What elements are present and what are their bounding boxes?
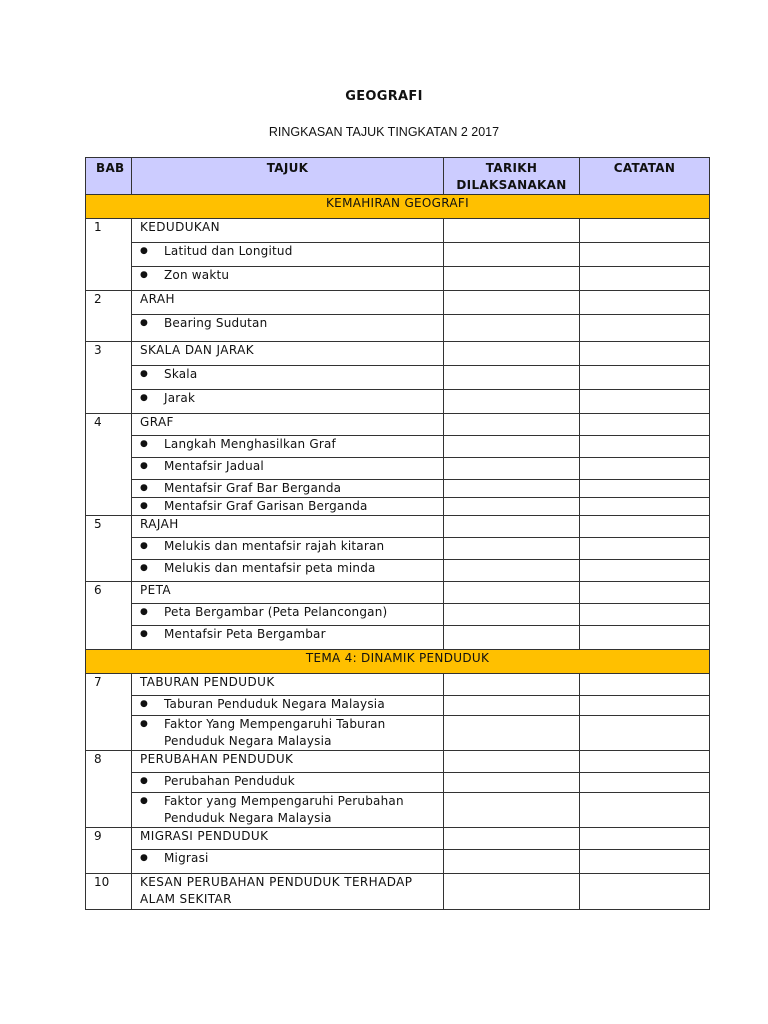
column-header-tarikh-line2: DILAKSANAKAN: [456, 178, 567, 192]
chapter-number: 1: [86, 219, 132, 291]
catatan-cell[interactable]: [580, 793, 710, 828]
tarikh-cell[interactable]: [444, 366, 580, 390]
topic-row: [86, 390, 710, 414]
topic-row: [86, 773, 710, 793]
tarikh-cell[interactable]: [444, 498, 580, 516]
bullet-icon: ●: [140, 483, 149, 493]
tarikh-cell[interactable]: [444, 696, 580, 716]
chapter-title: KEDUDUKAN: [132, 219, 444, 243]
catatan-cell[interactable]: [580, 874, 710, 910]
syllabus-table: [85, 157, 710, 910]
catatan-cell[interactable]: [580, 560, 710, 582]
chapter-number: 5: [86, 516, 132, 582]
topic-text: Peta Bergambar (Peta Pelancongan): [164, 605, 388, 619]
bullet-icon: ●: [140, 629, 149, 639]
catatan-cell[interactable]: [580, 674, 710, 696]
topic-text: Mentafsir Jadual: [164, 459, 264, 473]
bullet-icon: ●: [140, 796, 149, 806]
topic-text: Bearing Sudutan: [164, 316, 268, 330]
chapter-row: [86, 828, 710, 850]
topic-row: [86, 538, 710, 560]
topic-cell: [132, 773, 444, 793]
catatan-cell[interactable]: [580, 315, 710, 342]
catatan-cell[interactable]: [580, 516, 710, 538]
tarikh-cell[interactable]: [444, 751, 580, 773]
tarikh-cell[interactable]: [444, 793, 580, 828]
chapter-title: PERUBAHAN PENDUDUK: [132, 751, 444, 773]
topic-text: Skala: [164, 367, 198, 381]
catatan-cell[interactable]: [580, 458, 710, 480]
tarikh-cell[interactable]: [444, 828, 580, 850]
topic-cell: [132, 626, 444, 650]
tarikh-cell[interactable]: [444, 315, 580, 342]
catatan-cell[interactable]: [580, 436, 710, 458]
topic-row: [86, 243, 710, 267]
topic-cell: [132, 716, 444, 751]
bullet-icon: ●: [140, 318, 149, 328]
topic-cell: [132, 458, 444, 480]
bullet-icon: ●: [140, 393, 149, 403]
tarikh-cell[interactable]: [444, 850, 580, 874]
bullet-icon: ●: [140, 246, 149, 256]
bullet-icon: ●: [140, 461, 149, 471]
topic-text: Langkah Menghasilkan Graf: [164, 437, 336, 451]
catatan-cell[interactable]: [580, 414, 710, 436]
chapter-row: [86, 674, 710, 696]
topic-row: [86, 315, 710, 342]
catatan-cell[interactable]: [580, 716, 710, 751]
tarikh-cell[interactable]: [444, 458, 580, 480]
topic-row: [86, 267, 710, 291]
tarikh-cell[interactable]: [444, 390, 580, 414]
topic-text: Perubahan Penduduk: [164, 774, 295, 788]
topic-row: [86, 480, 710, 498]
tarikh-cell[interactable]: [444, 436, 580, 458]
chapter-title: TABURAN PENDUDUK: [132, 674, 444, 696]
topic-cell: [132, 315, 444, 342]
topic-text: Faktor yang Mempengaruhi Perubahan Penduduk Negara Malaysia: [164, 794, 404, 825]
topic-cell: [132, 793, 444, 828]
chapter-row: [86, 582, 710, 604]
topic-row: [86, 366, 710, 390]
table-header-row: [86, 158, 710, 195]
topic-text: Zon waktu: [164, 268, 230, 282]
topic-text: Jarak: [164, 391, 196, 405]
catatan-cell[interactable]: [580, 267, 710, 291]
chapter-number: 3: [86, 342, 132, 414]
catatan-cell[interactable]: [580, 390, 710, 414]
topic-cell: [132, 696, 444, 716]
chapter-row: [86, 342, 710, 366]
topic-cell: [132, 366, 444, 390]
topic-text: Taburan Penduduk Negara Malaysia: [164, 697, 385, 711]
bullet-icon: ●: [140, 607, 149, 617]
topic-cell: [132, 604, 444, 626]
catatan-cell[interactable]: [580, 366, 710, 390]
bullet-icon: ●: [140, 776, 149, 786]
chapter-row: [86, 751, 710, 773]
tarikh-cell[interactable]: [444, 291, 580, 315]
tarikh-cell[interactable]: [444, 560, 580, 582]
chapter-title: ARAH: [132, 291, 444, 315]
chapter-number: 10: [86, 874, 132, 910]
catatan-cell[interactable]: [580, 291, 710, 315]
tarikh-cell[interactable]: [444, 582, 580, 604]
topic-text: Faktor Yang Mempengaruhi Taburan Penduduk Negara Malaysia: [164, 717, 386, 748]
topic-text: Mentafsir Graf Bar Berganda: [164, 481, 342, 495]
tarikh-cell[interactable]: [444, 716, 580, 751]
catatan-cell[interactable]: [580, 696, 710, 716]
tarikh-cell[interactable]: [444, 267, 580, 291]
catatan-cell[interactable]: [580, 243, 710, 267]
column-header-tarikh: [444, 158, 580, 195]
topic-row: [86, 498, 710, 516]
document-subtitle: RINGKASAN TAJUK TINGKATAN 2 2017: [268, 125, 500, 139]
chapter-title: PETA: [132, 582, 444, 604]
catatan-cell[interactable]: [580, 582, 710, 604]
section-row: [86, 195, 710, 219]
bullet-icon: ●: [140, 369, 149, 379]
chapter-number: 9: [86, 828, 132, 874]
topic-text: Melukis dan mentafsir rajah kitaran: [164, 539, 385, 553]
catatan-cell[interactable]: [580, 604, 710, 626]
bullet-icon: ●: [140, 563, 149, 573]
chapter-number: 6: [86, 582, 132, 650]
tarikh-cell[interactable]: [444, 414, 580, 436]
topic-text: Mentafsir Peta Bergambar: [164, 627, 326, 641]
topic-text: Migrasi: [164, 851, 209, 865]
section-title: TEMA 4: DINAMIK PENDUDUK: [86, 650, 710, 674]
bullet-icon: ●: [140, 501, 149, 511]
catatan-cell[interactable]: [580, 538, 710, 560]
document-title: GEOGRAFI: [345, 89, 423, 104]
tarikh-cell[interactable]: [444, 516, 580, 538]
tarikh-cell[interactable]: [444, 243, 580, 267]
bullet-icon: ●: [140, 719, 149, 729]
catatan-cell[interactable]: [580, 219, 710, 243]
tarikh-cell[interactable]: [444, 773, 580, 793]
chapter-row: [86, 874, 710, 910]
column-header-catatan: CATATAN: [580, 158, 710, 195]
tarikh-cell[interactable]: [444, 538, 580, 560]
section-title: KEMAHIRAN GEOGRAFI: [86, 195, 710, 219]
tarikh-cell[interactable]: [444, 874, 580, 910]
topic-text: Mentafsir Graf Garisan Berganda: [164, 499, 368, 513]
tarikh-cell[interactable]: [444, 480, 580, 498]
topic-cell: [132, 243, 444, 267]
tarikh-cell[interactable]: [444, 342, 580, 366]
chapter-title: RAJAH: [132, 516, 444, 538]
chapter-row: [86, 291, 710, 315]
topic-row: [86, 850, 710, 874]
bullet-icon: ●: [140, 270, 149, 280]
topic-cell: [132, 850, 444, 874]
topic-row: [86, 604, 710, 626]
topic-row: [86, 696, 710, 716]
bullet-icon: ●: [140, 439, 149, 449]
tarikh-cell[interactable]: [444, 219, 580, 243]
tarikh-cell[interactable]: [444, 626, 580, 650]
chapter-number: 2: [86, 291, 132, 342]
chapter-title: GRAF: [132, 414, 444, 436]
topic-cell: [132, 538, 444, 560]
catatan-cell[interactable]: [580, 773, 710, 793]
chapter-row: [86, 516, 710, 538]
topic-text: Latitud dan Longitud: [164, 244, 293, 258]
tarikh-cell[interactable]: [444, 604, 580, 626]
section-row: [86, 650, 710, 674]
column-header-bab: BAB: [86, 158, 132, 195]
topic-text: Melukis dan mentafsir peta minda: [164, 561, 376, 575]
chapter-number: 4: [86, 414, 132, 516]
catatan-cell[interactable]: [580, 498, 710, 516]
column-header-tajuk: TAJUK: [132, 158, 444, 195]
catatan-cell[interactable]: [580, 626, 710, 650]
bullet-icon: ●: [140, 699, 149, 709]
catatan-cell[interactable]: [580, 480, 710, 498]
chapter-row: [86, 219, 710, 243]
chapter-title: SKALA DAN JARAK: [132, 342, 444, 366]
topic-cell: [132, 390, 444, 414]
chapter-row: [86, 414, 710, 436]
topic-row: [86, 458, 710, 480]
column-header-tarikh-line1: TARIKH: [485, 161, 538, 175]
topic-cell: [132, 436, 444, 458]
bullet-icon: ●: [140, 853, 149, 863]
topic-row: [86, 793, 710, 828]
tarikh-cell[interactable]: [444, 674, 580, 696]
catatan-cell[interactable]: [580, 828, 710, 850]
topic-cell: [132, 560, 444, 582]
chapter-title: KESAN PERUBAHAN PENDUDUK TERHADAP ALAM SEKITAR: [132, 874, 444, 910]
topic-cell: [132, 498, 444, 516]
topic-row: [86, 436, 710, 458]
topic-cell: [132, 267, 444, 291]
catatan-cell[interactable]: [580, 751, 710, 773]
topic-row: [86, 626, 710, 650]
topic-row: [86, 716, 710, 751]
catatan-cell[interactable]: [580, 850, 710, 874]
bullet-icon: ●: [140, 541, 149, 551]
chapter-title: MIGRASI PENDUDUK: [132, 828, 444, 850]
topic-row: [86, 560, 710, 582]
chapter-number: 8: [86, 751, 132, 828]
topic-cell: [132, 480, 444, 498]
chapter-number: 7: [86, 674, 132, 751]
catatan-cell[interactable]: [580, 342, 710, 366]
